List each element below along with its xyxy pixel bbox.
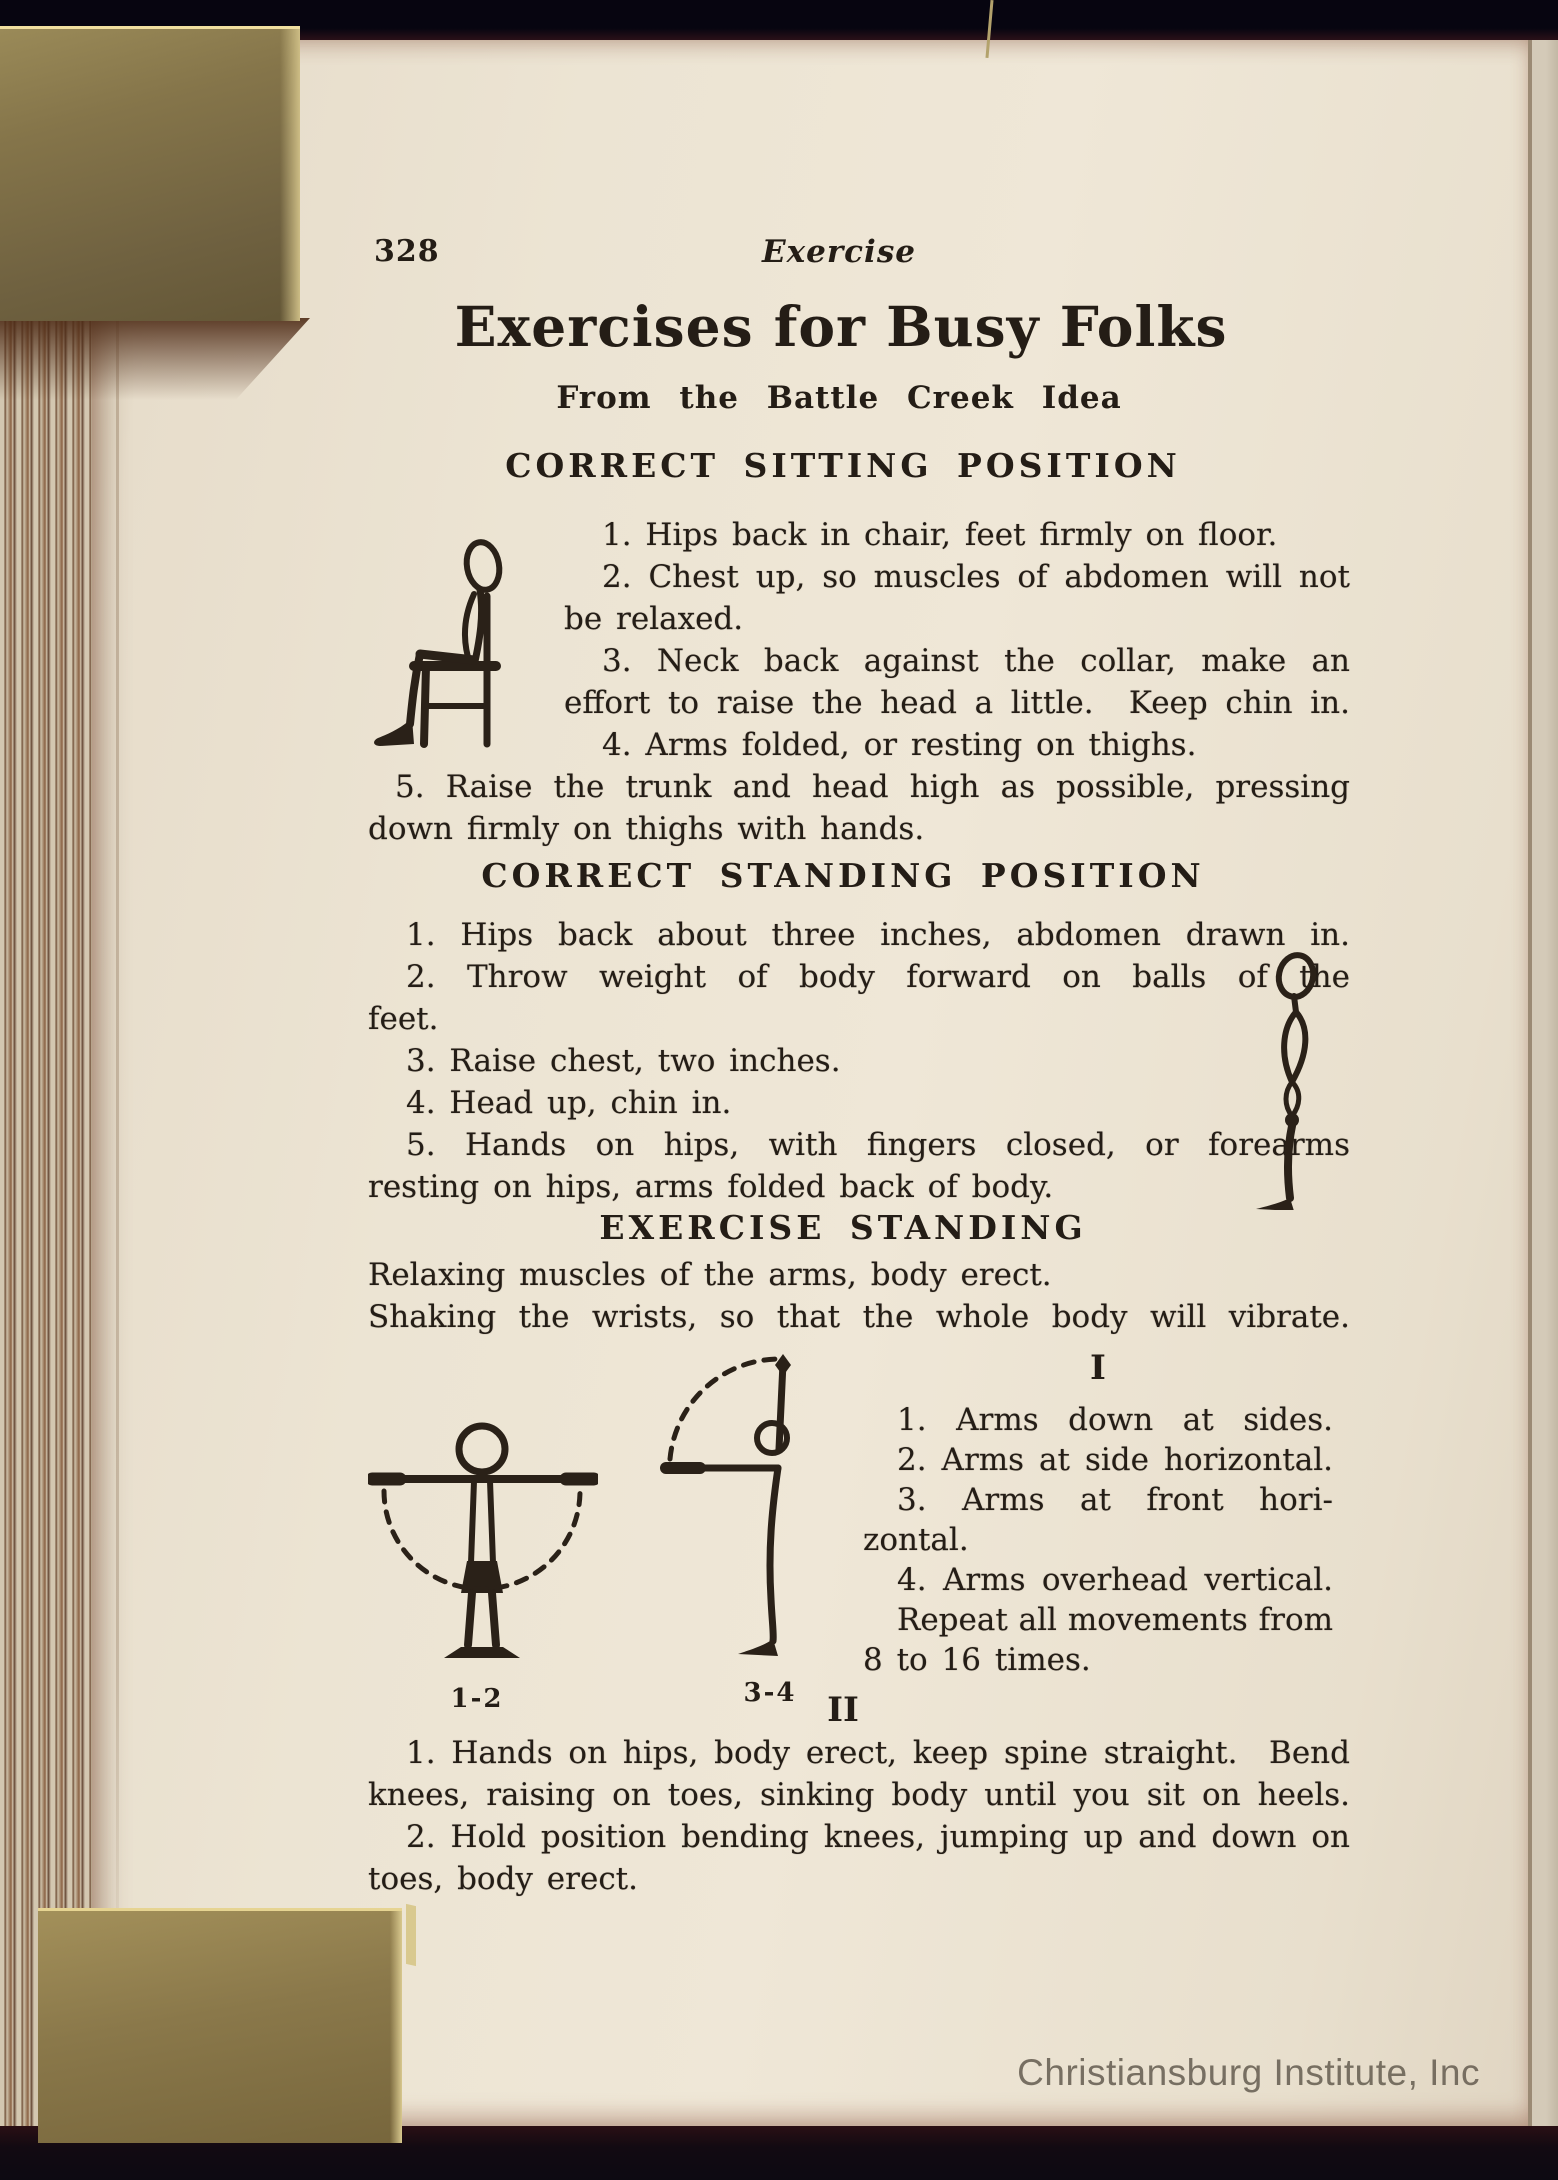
text-line: 4. Arms overhead vertical. <box>897 1562 1333 1598</box>
figure-label-1-2: 1-2 <box>450 1684 504 1714</box>
text-line: 3. Arms at front hori- <box>897 1482 1333 1518</box>
text-line: toes, body erect. <box>368 1861 638 1897</box>
text-line: 1. Hips back about three inches, abdomen drawn in. <box>406 917 1350 953</box>
text-line: 5. Hands on hips, with fingers closed, or forearms <box>406 1127 1350 1163</box>
text-line: 4. Head up, chin in. <box>406 1085 732 1121</box>
text-line: 1. Hips back in chair, feet firmly on floor. <box>602 517 1278 553</box>
text-line: down firmly on thighs with hands. <box>368 811 925 847</box>
standing-section <box>368 914 1350 1208</box>
sitting-section <box>368 514 1350 850</box>
page-subtitle: From the Battle Creek Idea <box>556 380 1122 416</box>
running-head: Exercise <box>762 234 916 270</box>
sitting-list <box>564 514 1350 766</box>
text-line: Relaxing muscles of the arms, body erect. <box>368 1257 1052 1293</box>
page-content <box>92 36 1532 2128</box>
text-line: Repeat all movements from <box>897 1602 1333 1638</box>
text-line: 5. Raise the trunk and head high as possible, pressing <box>395 769 1350 805</box>
exercise-intro <box>368 1254 1350 1338</box>
page-surface <box>92 36 1532 2128</box>
text-line: 2. Arms at side horizontal. <box>897 1442 1333 1478</box>
text-line: 2. Hold position bending knees, jumping up and down on <box>406 1819 1350 1855</box>
standing-figure-icon <box>1246 930 1336 1210</box>
sitting-item-5 <box>368 766 1350 850</box>
text-line: Shaking the wrists, so that the whole body will vibrate. <box>368 1299 1350 1335</box>
text-line: be relaxed. <box>564 601 744 637</box>
page-title: Exercises for Busy Folks <box>454 294 1228 359</box>
section-heading-sitting: CORRECT SITTING POSITION <box>505 446 1181 485</box>
sitting-figure-icon <box>370 504 530 754</box>
text-line: effort to raise the head a little. Keep chin in. <box>564 685 1350 721</box>
roman-numeral-2: II <box>827 1690 859 1730</box>
text-line: feet. <box>368 1001 439 1037</box>
text-line: 8 to 16 times. <box>863 1642 1091 1678</box>
page-number: 328 <box>374 234 440 269</box>
section-heading-exercise: EXERCISE STANDING <box>599 1208 1087 1247</box>
page-header <box>368 234 1350 270</box>
text-line: 3. Raise chest, two inches. <box>406 1043 841 1079</box>
roman-numeral-1: I <box>1090 1348 1106 1388</box>
text-line: 2. Throw weight of body forward on balls of the <box>406 959 1350 995</box>
standing-list <box>368 914 1350 1208</box>
page-right-edge <box>1528 36 1558 2128</box>
text-line: resting on hips, arms folded back of body. <box>368 1169 1054 1205</box>
arm-raise-figure-icon <box>650 1349 800 1669</box>
exercise-group-2 <box>368 1732 1350 1900</box>
text-line: knees, raising on toes, sinking body until you sit on heels. <box>368 1777 1350 1813</box>
section-heading-standing: CORRECT STANDING POSITION <box>481 856 1205 895</box>
text-line: 3. Neck back against the collar, make an <box>602 643 1350 679</box>
text-line: zontal. <box>863 1522 969 1558</box>
text-line: 1. Hands on hips, body erect, keep spine straight. Bend <box>406 1735 1350 1771</box>
arms-swing-figure-icon <box>368 1411 598 1661</box>
figure-label-3-4: 3-4 <box>743 1678 797 1708</box>
text-line: 4. Arms folded, or resting on thighs. <box>602 727 1197 763</box>
watermark: Christiansburg Institute, Inc <box>1017 2052 1480 2093</box>
text-line: 2. Chest up, so muscles of abdomen will not <box>602 559 1350 595</box>
text-line: 1. Arms down at sides. <box>897 1402 1333 1438</box>
exercise-group-1 <box>863 1346 1333 1680</box>
